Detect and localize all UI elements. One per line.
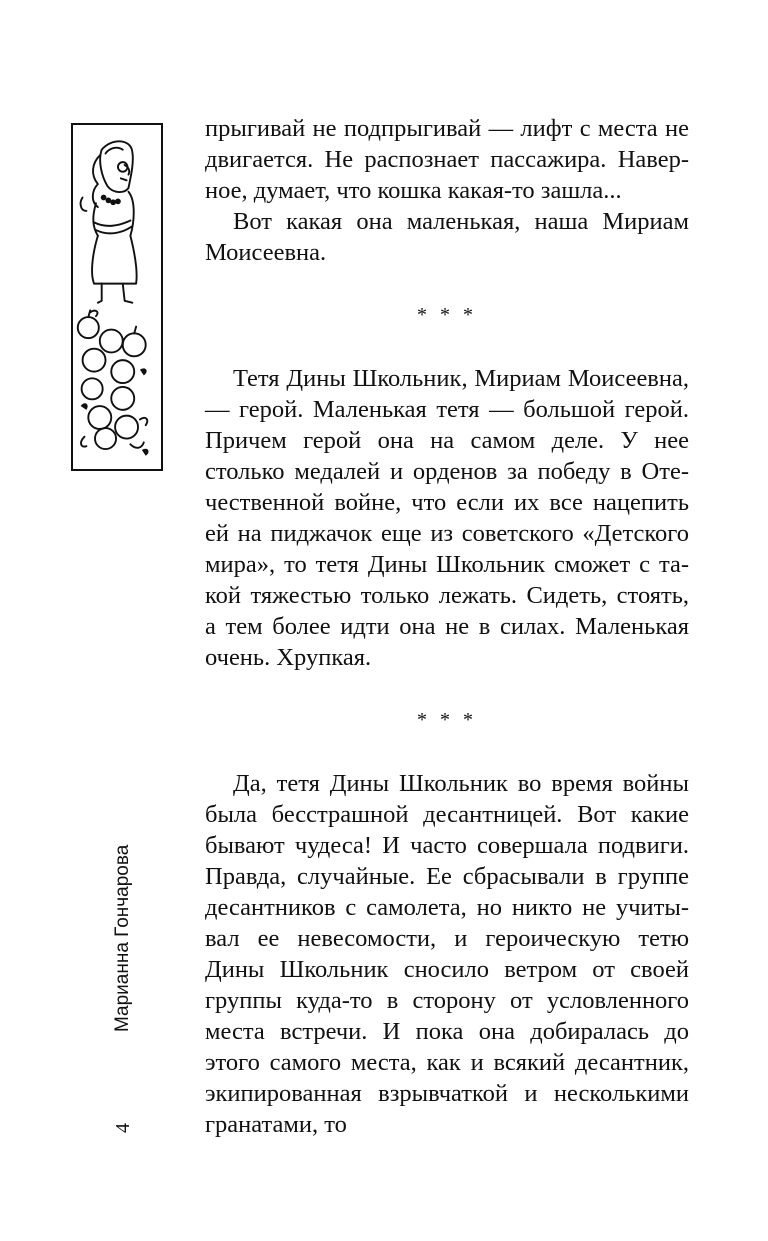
running-head-author: Марианна Гончарова (112, 844, 133, 1032)
section-separator-2: * * * (417, 709, 477, 731)
section-separator-1: * * * (417, 304, 477, 326)
paragraph-2: Вот какая она маленькая, наша Мириам Моисеевна. (205, 208, 689, 266)
paragraph-3: Тетя Дины Школьник, Мириам Моисеевна, — герой. Маленькая тетя — большой герой. Причем герой она на самом деле. У нее столько медалей и орденов за победу в Отечественной войне, что если их все нацепить ей на пиджачок еще из советского «Детского мира», то тетя Дины Школьник сможет с такой тяжестью только лежать. Сидеть, стоять, а тем более идти она не в силах. Маленькая очень. Хрупкая. (205, 365, 689, 671)
woman-and-apples-illustration-icon (71, 123, 163, 471)
illustration-drawing (73, 125, 161, 469)
page-number: 4 (112, 1123, 134, 1133)
paragraph-4: Да, тетя Дины Школьник во время войны была бесстрашной десантницей. Вот какие бывают чудеса! И часто совершала подвиги. Правда, случайные. Ее сбрасывали в группе десантников с самолета, но никто не учитывал ее невесомости, и героическую тетю Дины Школьник сносило ветром от своей группы куда-то в сторону от условленного места встречи. И пока она добиралась до этого самого места, как и всякий десантник, экипированная взрывчаткой и несколькими гранатами, то (205, 770, 689, 1138)
main-text-column (205, 113, 689, 1140)
paragraph-1: прыгивай не подпрыгивай — лифт с места не двигается. Не распознает пассажира. Наверное, думает, что кошка какая-то зашла... (205, 115, 689, 204)
